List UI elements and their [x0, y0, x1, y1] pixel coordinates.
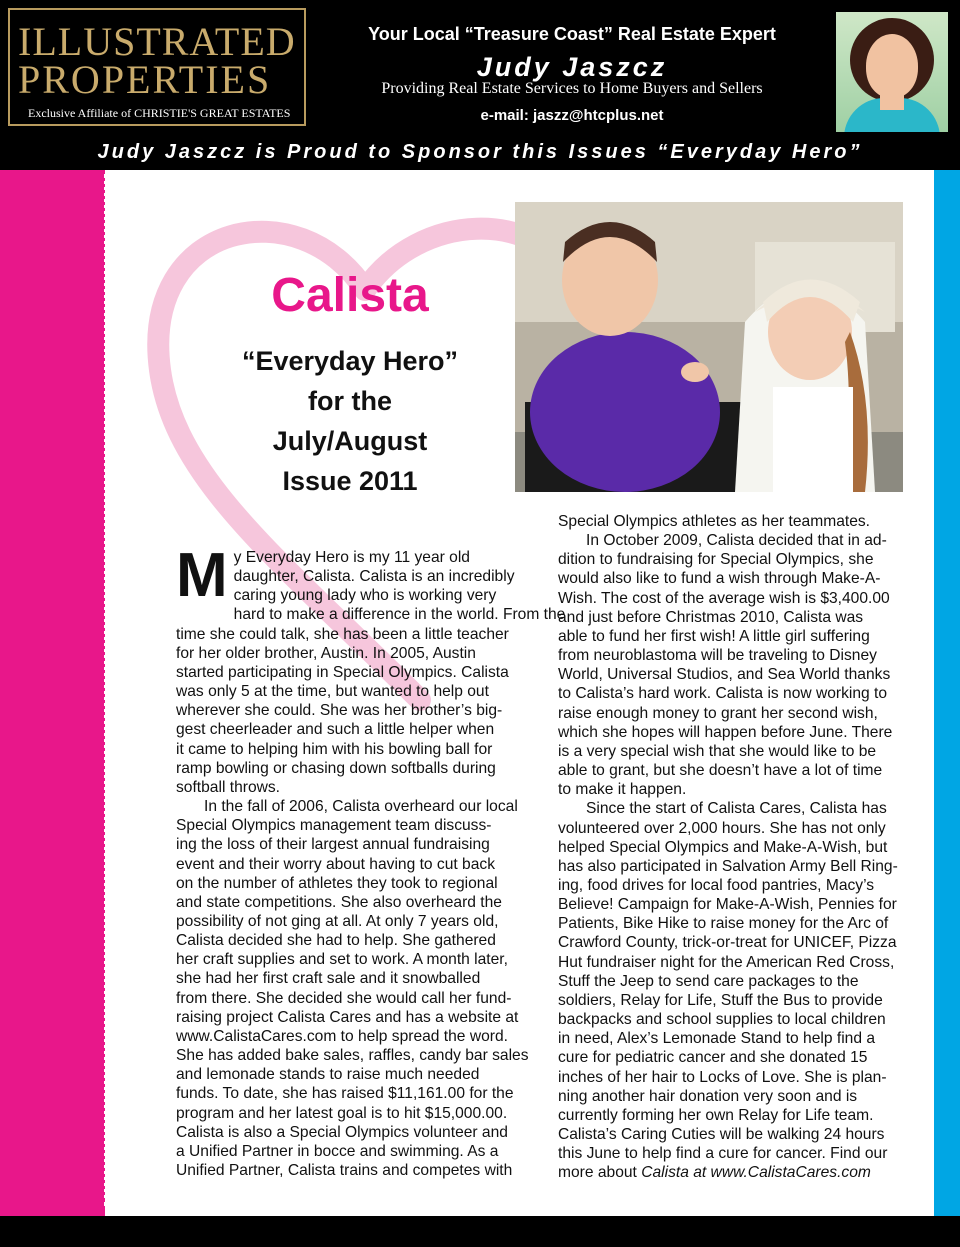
- text-line: She has added bake sales, raffles, candy bar sales: [176, 1047, 529, 1065]
- text-line: Crawford County, trick-or-treat for UNICEF, Pizza: [558, 934, 897, 952]
- drop-cap: M: [176, 541, 228, 610]
- text-line: cure for pediatric cancer and she donated 15: [558, 1049, 868, 1067]
- text-line: currently forming her own Relay for Life team.: [558, 1106, 874, 1124]
- article-intro: [176, 541, 532, 610]
- text-line: and lemonade stands to raise much needed: [176, 1066, 480, 1084]
- text-line: Believe! Campaign for Make-A-Wish, Pennies for: [558, 896, 897, 914]
- text-line: to Calista’s hard work. Calista is now working to: [558, 685, 888, 703]
- text-line: her craft supplies and set to work. A month later,: [176, 951, 508, 969]
- text-line: dition to fundraising for Special Olympics, she: [558, 551, 874, 569]
- text-line: is a very special wish that she would like to be: [558, 742, 877, 760]
- text-line: Calista decided she had to help. She gathered: [176, 932, 496, 950]
- text-line: softball throws.: [176, 778, 281, 796]
- text-line: raising project Calista Cares and has a website at: [176, 1008, 519, 1026]
- text-line: from neuroblastoma will be traveling to Disney: [558, 647, 877, 665]
- text-line: In the fall of 2006, Calista overheard our local: [204, 798, 518, 816]
- article-right-column: [558, 512, 918, 1182]
- header: [0, 0, 960, 138]
- text-line: ing, food drives for local food pantries, Macy’s: [558, 876, 875, 894]
- text-line: to make it happen.: [558, 781, 687, 799]
- text-line: in need, Alex’s Lemonade Stand to help find a: [558, 1030, 876, 1048]
- feature-title: Calista: [271, 269, 429, 322]
- text-line: time she could talk, she has been a little teacher: [176, 625, 509, 643]
- text-line: would also like to fund a wish through Make-A-: [558, 570, 881, 588]
- logo-affiliate-text: Exclusive Affiliate of CHRISTIE'S GREAT ESTATES: [28, 106, 291, 120]
- text-line: for her older brother, Austin. In 2005, Austin: [176, 644, 476, 662]
- text-line: Special Olympics athletes as her teammates.: [558, 513, 871, 530]
- text-line: it came to helping him with his bowling ball for: [176, 740, 493, 758]
- hero-photo: [515, 202, 903, 492]
- text-line: which she hopes will happen before June. There: [558, 723, 893, 741]
- agent-tagline: Your Local “Treasure Coast” Real Estate Expert: [368, 24, 776, 44]
- text-line: a Unified Partner in bocce and swimming. As a: [176, 1142, 499, 1160]
- text-line: y Everyday Hero is my 11 year old: [233, 549, 470, 566]
- text-line: on the number of athletes they took to regional: [176, 874, 498, 892]
- text-line: possibility of not ging at all. At only 7 years old,: [176, 912, 499, 930]
- agent-name: Judy Jaszcz: [476, 52, 668, 82]
- text-line: World, Universal Studios, and Sea World thanks: [558, 666, 891, 684]
- company-logo: [8, 8, 306, 126]
- agent-email[interactable]: e-mail: jaszz@htcplus.net: [480, 107, 664, 124]
- feature-subtitle-line: “Everyday Hero”: [241, 346, 459, 376]
- text-line: hard to make a difference in the world. From the: [233, 606, 566, 624]
- text-line: helped Special Olympics and Make-A-Wish, but: [558, 838, 888, 856]
- text-line: funds. To date, she has raised $11,161.00 for the: [176, 1085, 514, 1103]
- text-line: and just before Christmas 2010, Calista was: [558, 608, 864, 626]
- text-line: Calista’s Caring Cuties will be walking 24 hours: [558, 1126, 885, 1143]
- text-line: Stuff the Jeep to send care packages to the: [558, 972, 859, 990]
- text-line: Calista is also a Special Olympics volunteer and: [176, 1123, 508, 1141]
- text-line: Unified Partner, Calista trains and competes with: [176, 1162, 513, 1179]
- text-line: was only 5 at the time, but wanted to help out: [176, 683, 489, 701]
- logo-line-2: PROPERTIES: [18, 57, 272, 102]
- text-line: has also participated in Salvation Army Bell Ring-: [558, 857, 898, 875]
- right-blue-stripe: [934, 170, 960, 1216]
- right-body-text: [558, 512, 918, 1163]
- text-line: Hut fundraiser night for the American Red Cross,: [558, 953, 895, 971]
- text-line: raise enough money to grant her second wish,: [558, 704, 878, 722]
- text-line: she had her first craft sale and it snowballed: [176, 970, 481, 988]
- sponsor-banner: Judy Jaszcz is Proud to Sponsor this Issues “Everyday Hero”: [97, 141, 863, 163]
- feature-subtitle-line: for the: [308, 386, 392, 416]
- text-line: ramp bowling or chasing down softballs during: [176, 759, 496, 777]
- left-pink-stripe: [0, 170, 105, 1216]
- logo-line-1: ILLUSTRATED: [18, 19, 296, 64]
- text-line: started participating in Special Olympics. Calista: [176, 663, 509, 681]
- text-line: from there. She decided she would call her fund-: [176, 989, 512, 1007]
- text-line: inches of her hair to Locks of Love. She is plan-: [558, 1068, 887, 1086]
- text-line: wherever she could. She was her brother’s big-: [176, 702, 503, 720]
- agent-services: Providing Real Estate Services to Home Buyers and Sellers: [381, 80, 763, 97]
- text-line: and state competitions. She also overheard the: [176, 893, 502, 911]
- text-line: Wish. The cost of the average wish is $3,400.00: [558, 589, 890, 607]
- text-line: caring young lady who is working very: [233, 587, 497, 605]
- text-line: Special Olympics management team discuss-: [176, 817, 492, 835]
- text-line: backpacks and school supplies to local children: [558, 1011, 886, 1029]
- text-line: ning another hair donation very soon and is: [558, 1087, 858, 1105]
- text-line: program and her latest goal is to hit $15,000.00.: [176, 1104, 508, 1122]
- feature-subtitle-line: Issue 2011: [282, 466, 418, 496]
- text-line: gest cheerleader and such a little helper when: [176, 721, 495, 739]
- text-line: volunteered over 2,000 hours. She has not only: [558, 819, 886, 837]
- text-line: www.CalistaCares.com to help spread the word.: [176, 1027, 508, 1045]
- text-line: able to grant, but she doesn’t have a lot of time: [558, 762, 883, 780]
- footer-bar: [0, 1216, 960, 1247]
- closing-line: [558, 1163, 918, 1182]
- text-line: able to fund her first wish! A little girl suffering: [558, 627, 870, 645]
- website-link[interactable]: Calista at www.CalistaCares.com: [641, 1164, 871, 1182]
- text-line: Since the start of Calista Cares, Calista has: [586, 800, 887, 818]
- text-line: ing the loss of their largest annual fundraising: [176, 836, 490, 854]
- article-page: [0, 170, 960, 1216]
- text-line: this June to help find a cure for cancer. Find our: [558, 1145, 888, 1163]
- text-line: In October 2009, Calista decided that in ad-: [586, 532, 887, 550]
- text-line: Patients, Bike Hike to raise money for the Arc of: [558, 915, 889, 933]
- text-line: daughter, Calista. Calista is an incredibly: [233, 568, 515, 586]
- agent-photo: [836, 12, 948, 132]
- text-line: event and their worry about having to cut back: [176, 855, 495, 873]
- left-body-text: [176, 605, 566, 1180]
- text-line: soldiers, Relay for Life, Stuff the Bus to provide: [558, 991, 883, 1009]
- feature-subtitle-line: July/August: [272, 426, 428, 456]
- article-left-column: [176, 541, 566, 1180]
- closing-text: more about: [558, 1164, 642, 1182]
